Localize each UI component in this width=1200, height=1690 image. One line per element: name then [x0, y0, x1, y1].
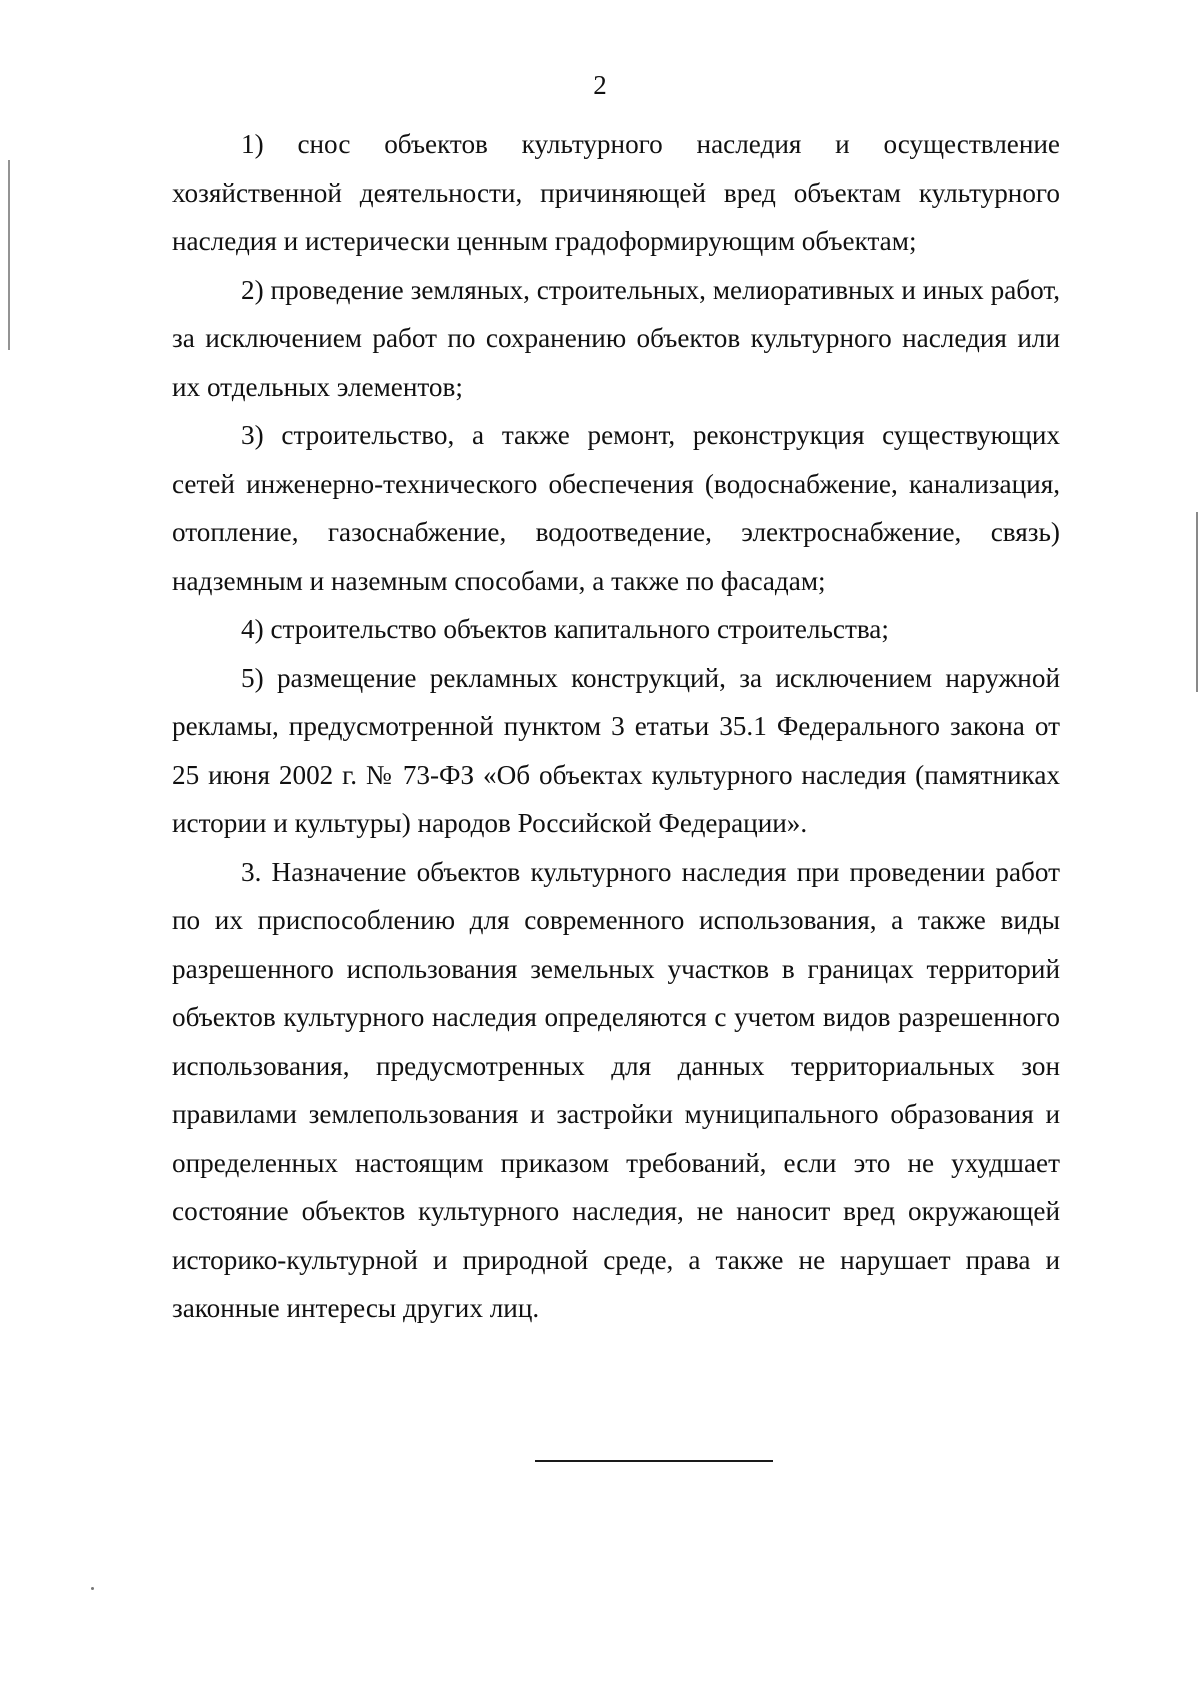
section-3-paragraph: 3. Назначение объектов культурного наследия при проведении работ по их приспособлению для современного использования, а также виды разрешенного использования земельных участков в границах территорий объектов культурного наследия определяются с учетом видов разрешенного использования, предусмотренных для данных территориальных зон правилами землепользования и застройки муниципального образования и определенных настоящим приказом требований, если это не ухудшает состояние объектов культурного наследия, не наносит вред окружающей историко-культурной и природной среде, а также не нарушает права и законные интересы других лиц.: [172, 856, 1060, 1323]
list-item-capital-construction: 4) строительство объектов капитального строительства;: [241, 614, 889, 644]
list-item-networks: 3) строительство, а также ремонт, реконструкция существующих сетей инженерно-технического обеспечения (водоснабжение, канализация, отопление, газоснабжение, водоотведение, электроснабжение, связь) надземным и наземным способами, а также по фасадам;: [172, 420, 1060, 596]
list-item-earthworks: 2) проведение земляных, строительных, мелиоративных и иных работ, за исключением работ по сохранению объектов культурного наследия или их отдельных элементов;: [172, 274, 1060, 402]
list-item-demolition: 1) снос объектов культурного наследия и осуществление хозяйственной деятельности, причиняющей вред объектам культурного наследия и истерически ценным градоформирующим объектам;: [172, 129, 1060, 256]
end-divider-line: [535, 1460, 773, 1462]
page-number: 2: [593, 70, 607, 100]
list-item-advertising: 5) размещение рекламных конструкций, за исключением наружной рекламы, предусмотренной пунктом 3 етатьи 35.1 Федерального закона от 25 июня 2002 г. № 73-ФЗ «Об объектах культурного наследия (памятниках истории и культуры) народов Российской Федерации».: [172, 662, 1060, 838]
scan-edge-mark-left: [8, 160, 10, 350]
scan-edge-mark-right: [1196, 512, 1198, 692]
scan-speck: [91, 1587, 94, 1590]
document-body: [172, 120, 1060, 1333]
